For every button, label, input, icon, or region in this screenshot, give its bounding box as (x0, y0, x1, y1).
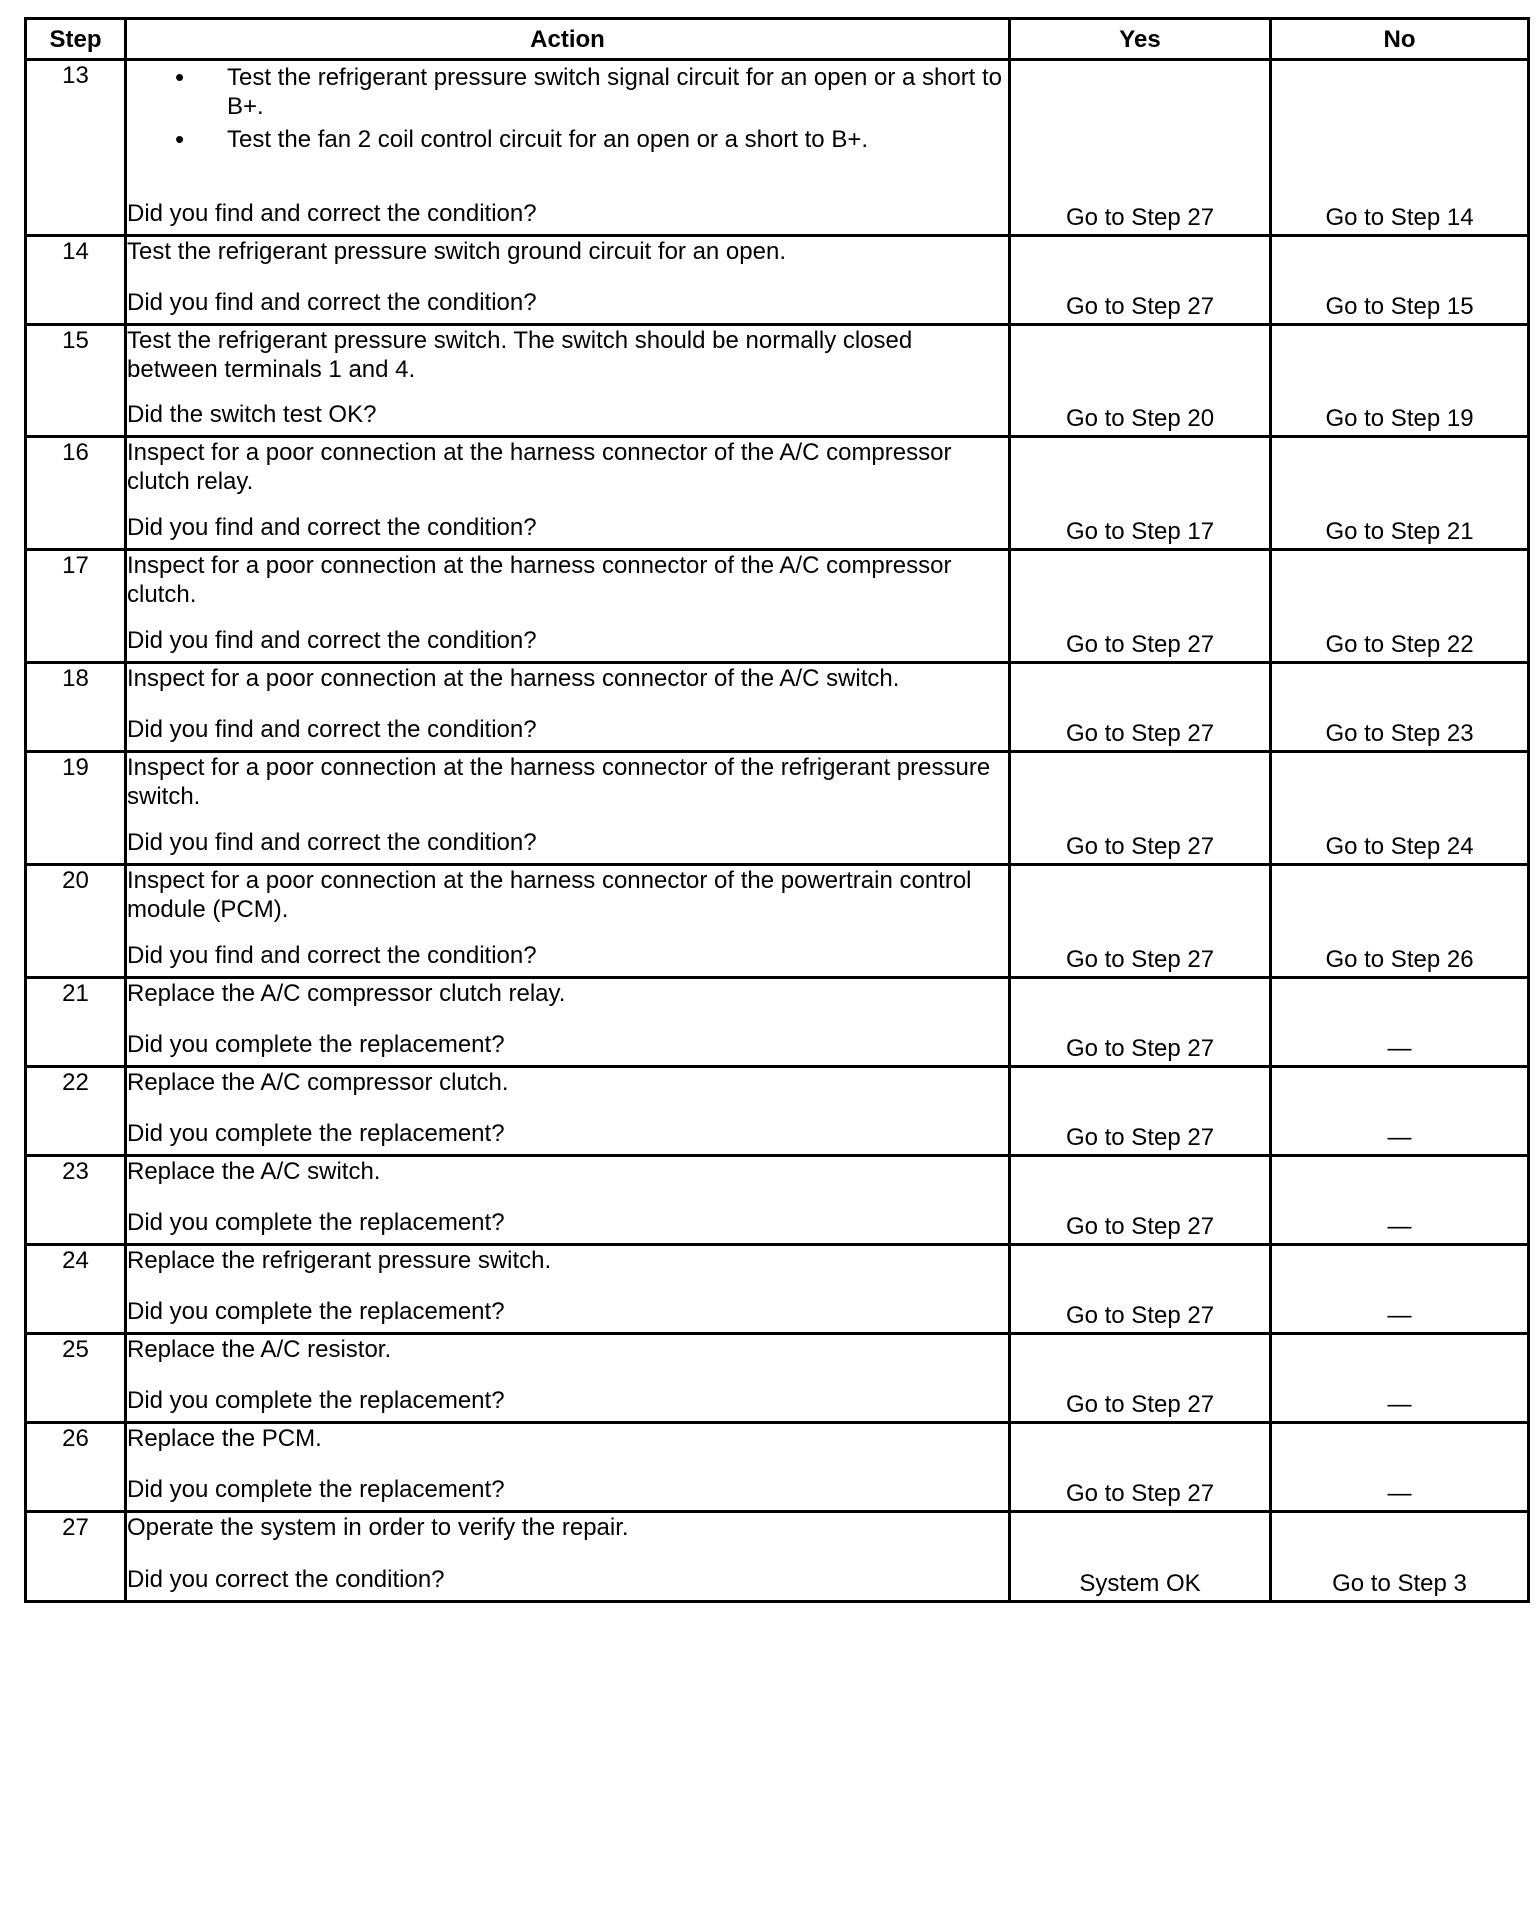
no-result: Go to Step 22 (1325, 631, 1474, 658)
no-result: — (1387, 1391, 1412, 1418)
table-row (26, 1067, 1529, 1156)
action-text: Test the refrigerant pressure switch. The switch should be normally closed between terminals 1 and 4. (127, 327, 913, 383)
yes-cell (1010, 236, 1271, 325)
yes-cell (1010, 1334, 1271, 1423)
table-row (26, 1156, 1529, 1245)
yes-cell (1010, 1423, 1271, 1512)
no-result: Go to Step 21 (1325, 518, 1474, 545)
no-result: — (1387, 1480, 1412, 1507)
no-cell (1271, 1156, 1529, 1245)
question-text: Did you find and correct the condition? (127, 289, 537, 316)
yes-cell (1010, 865, 1271, 978)
no-cell (1271, 236, 1529, 325)
action-text: Inspect for a poor connection at the harness connector of the A/C switch. (127, 665, 900, 692)
step-number: 25 (26, 1334, 126, 1423)
step-number: 24 (26, 1245, 126, 1334)
no-result: Go to Step 24 (1325, 833, 1474, 860)
header-step: Step (26, 19, 126, 60)
question-text: Did you find and correct the condition? (127, 942, 537, 969)
table-row (26, 1512, 1529, 1602)
action-cell (126, 752, 1010, 865)
action-cell (126, 1423, 1010, 1512)
table-row (26, 1334, 1529, 1423)
yes-result: Go to Step 27 (1065, 833, 1215, 860)
no-result: — (1387, 1035, 1412, 1062)
bullet-item: • Test the fan 2 coil control circuit for an open or a short to B+. (227, 125, 1008, 154)
no-cell (1271, 1067, 1529, 1156)
no-result: — (1387, 1124, 1412, 1151)
yes-cell (1010, 1067, 1271, 1156)
bullet-list (127, 61, 1008, 154)
action-cell (126, 60, 1010, 236)
question-text: Did you find and correct the condition? (127, 200, 537, 227)
no-result: Go to Step 19 (1325, 405, 1474, 432)
yes-result: Go to Step 27 (1065, 1124, 1215, 1151)
diagnostic-table (24, 17, 1530, 1603)
step-number: 23 (26, 1156, 126, 1245)
yes-result: Go to Step 27 (1065, 631, 1215, 658)
table-row (26, 752, 1529, 865)
step-number: 16 (26, 437, 126, 550)
no-cell (1271, 325, 1529, 437)
no-result: Go to Step 23 (1325, 720, 1474, 747)
action-text: Replace the A/C compressor clutch relay. (127, 980, 566, 1007)
action-text: Replace the A/C switch. (127, 1158, 381, 1185)
no-cell (1271, 978, 1529, 1067)
table-row (26, 663, 1529, 752)
step-number: 14 (26, 236, 126, 325)
step-number: 20 (26, 865, 126, 978)
yes-result: Go to Step 27 (1065, 1480, 1215, 1507)
yes-result: System OK (1079, 1570, 1201, 1597)
yes-result: Go to Step 27 (1065, 204, 1215, 231)
no-result: Go to Step 3 (1332, 1570, 1467, 1597)
yes-cell (1010, 1512, 1271, 1602)
yes-cell (1010, 437, 1271, 550)
action-text: Replace the PCM. (127, 1425, 322, 1452)
question-text: Did you find and correct the condition? (127, 627, 537, 654)
action-cell (126, 1334, 1010, 1423)
no-result: Go to Step 15 (1325, 293, 1474, 320)
action-cell (126, 1512, 1010, 1602)
action-text: Replace the refrigerant pressure switch. (127, 1247, 552, 1274)
question-text: Did you find and correct the condition? (127, 829, 537, 856)
question-text: Did you complete the replacement? (127, 1476, 505, 1503)
no-result: Go to Step 26 (1325, 946, 1474, 973)
no-result: Go to Step 14 (1325, 204, 1474, 231)
action-cell (126, 865, 1010, 978)
table-row (26, 1423, 1529, 1512)
action-cell (126, 236, 1010, 325)
action-text: Replace the A/C compressor clutch. (127, 1069, 509, 1096)
question-text: Did you complete the replacement? (127, 1209, 505, 1236)
yes-result: Go to Step 27 (1065, 1302, 1215, 1329)
action-text: Test the refrigerant pressure switch ground circuit for an open. (127, 238, 786, 265)
yes-result: Go to Step 27 (1065, 1391, 1215, 1418)
step-number: 21 (26, 978, 126, 1067)
question-text: Did you complete the replacement? (127, 1298, 505, 1325)
question-text: Did you complete the replacement? (127, 1387, 505, 1414)
no-cell (1271, 1334, 1529, 1423)
yes-cell (1010, 978, 1271, 1067)
no-cell (1271, 865, 1529, 978)
action-cell (126, 437, 1010, 550)
action-cell (126, 1067, 1010, 1156)
action-cell (126, 550, 1010, 663)
yes-cell (1010, 1156, 1271, 1245)
action-cell (126, 978, 1010, 1067)
table-row (26, 325, 1529, 437)
table-row (26, 978, 1529, 1067)
yes-result: Go to Step 17 (1065, 518, 1215, 545)
no-cell (1271, 1423, 1529, 1512)
no-cell (1271, 1512, 1529, 1602)
question-text: Did you find and correct the condition? (127, 514, 537, 541)
header-yes: Yes (1010, 19, 1271, 60)
table-row (26, 60, 1529, 236)
step-number: 19 (26, 752, 126, 865)
action-cell (126, 325, 1010, 437)
action-text: Inspect for a poor connection at the harness connector of the refrigerant pressure switch. (127, 754, 991, 810)
question-text: Did you complete the replacement? (127, 1031, 505, 1058)
no-result: — (1387, 1213, 1412, 1240)
action-text: Inspect for a poor connection at the harness connector of the A/C compressor clutch relay. (127, 439, 952, 495)
question-text: Did the switch test OK? (127, 401, 377, 428)
yes-cell (1010, 550, 1271, 663)
step-number: 22 (26, 1067, 126, 1156)
step-number: 15 (26, 325, 126, 437)
step-number: 26 (26, 1423, 126, 1512)
yes-result: Go to Step 27 (1065, 293, 1215, 320)
yes-result: Go to Step 27 (1065, 1035, 1215, 1062)
no-cell (1271, 550, 1529, 663)
step-number: 17 (26, 550, 126, 663)
action-text: Inspect for a poor connection at the harness connector of the powertrain control module (PCM). (127, 867, 972, 923)
question-text: Did you correct the condition? (127, 1566, 445, 1593)
action-cell (126, 663, 1010, 752)
no-cell (1271, 663, 1529, 752)
action-cell (126, 1156, 1010, 1245)
no-cell (1271, 60, 1529, 236)
header-no: No (1271, 19, 1529, 60)
yes-result: Go to Step 27 (1065, 720, 1215, 747)
yes-cell (1010, 1245, 1271, 1334)
step-number: 27 (26, 1512, 126, 1602)
action-text: Replace the A/C resistor. (127, 1336, 392, 1363)
action-cell (126, 1245, 1010, 1334)
table-row (26, 865, 1529, 978)
no-result: — (1387, 1302, 1412, 1329)
bullet-item: • Test the refrigerant pressure switch signal circuit for an open or a short to B+. (227, 63, 1008, 121)
yes-result: Go to Step 27 (1065, 1213, 1215, 1240)
yes-result: Go to Step 20 (1065, 405, 1215, 432)
no-cell (1271, 752, 1529, 865)
yes-cell (1010, 60, 1271, 236)
question-text: Did you find and correct the condition? (127, 716, 537, 743)
yes-cell (1010, 752, 1271, 865)
step-number: 13 (26, 60, 126, 236)
action-text: Inspect for a poor connection at the harness connector of the A/C compressor clutch. (127, 552, 952, 608)
header-row (26, 19, 1529, 60)
action-text: Operate the system in order to verify the repair. (127, 1514, 629, 1541)
no-cell (1271, 437, 1529, 550)
table-row (26, 236, 1529, 325)
step-number: 18 (26, 663, 126, 752)
no-cell (1271, 1245, 1529, 1334)
yes-cell (1010, 663, 1271, 752)
question-text: Did you complete the replacement? (127, 1120, 505, 1147)
table-row (26, 550, 1529, 663)
table-row (26, 437, 1529, 550)
table-row (26, 1245, 1529, 1334)
yes-cell (1010, 325, 1271, 437)
yes-result: Go to Step 27 (1065, 946, 1215, 973)
header-action: Action (126, 19, 1010, 60)
